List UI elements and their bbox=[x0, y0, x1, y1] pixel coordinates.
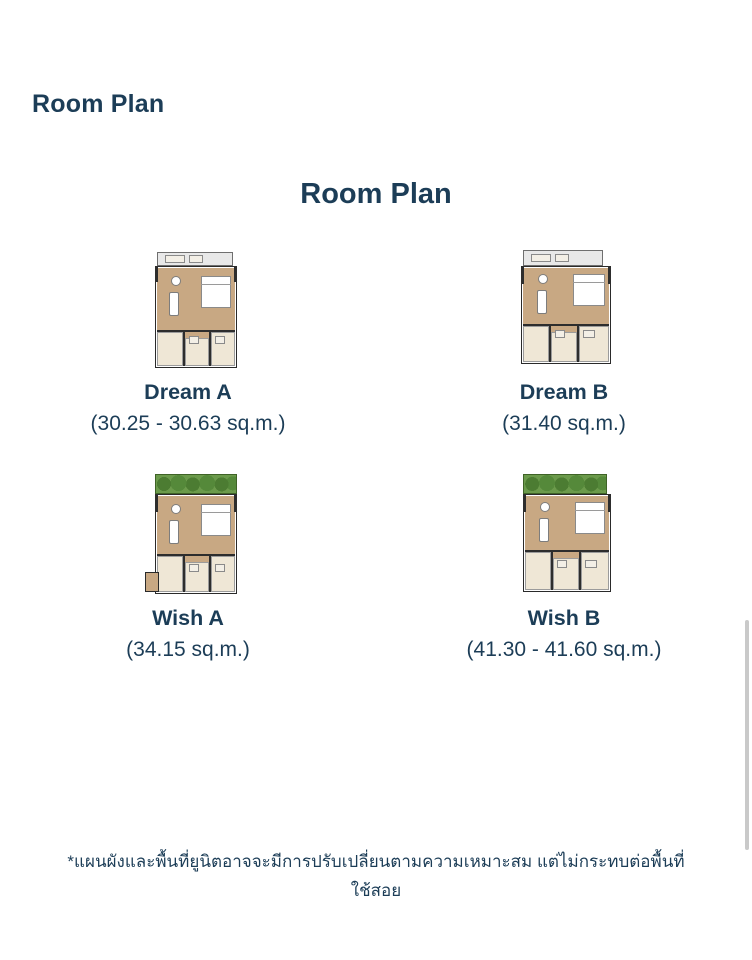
floorplan-area: (31.40 sq.m.) bbox=[502, 412, 626, 436]
floorplan-caption-wish-b bbox=[467, 604, 662, 664]
room-plan-heading: Room Plan bbox=[300, 178, 452, 210]
floorplan-area: (34.15 sq.m.) bbox=[126, 638, 250, 662]
floorplan-area: (30.25 - 30.63 sq.m.) bbox=[90, 412, 286, 436]
floorplan-caption-dream-a bbox=[91, 378, 286, 438]
floorplan-image-dream-a bbox=[129, 240, 247, 368]
floorplan-card-wish-b[interactable] bbox=[376, 466, 752, 664]
floorplan-caption-wish-a bbox=[126, 604, 250, 664]
floorplan-area: (41.30 - 41.60 sq.m.) bbox=[466, 638, 662, 662]
floorplan-image-dream-b bbox=[501, 240, 627, 368]
disclaimer-note: *แผนผังและพื้นที่ยูนิตอาจจะมีการปรับเปลี่ยนตามความเหมาะสม แต่ไม่กระทบต่อพื้นที่ใช้สอย bbox=[67, 852, 685, 900]
floorplan-name: Wish B bbox=[527, 606, 601, 631]
floorplan-grid bbox=[0, 240, 752, 664]
floorplan-caption-dream-b bbox=[502, 378, 626, 438]
page-scrollbar[interactable] bbox=[745, 620, 749, 850]
floorplan-card-wish-a[interactable] bbox=[0, 466, 376, 664]
floorplan-card-dream-b[interactable] bbox=[376, 240, 752, 438]
page-title: Room Plan bbox=[32, 90, 165, 118]
floorplan-name: Dream A bbox=[144, 380, 232, 404]
floorplan-name: Dream B bbox=[519, 380, 609, 404]
floorplan-card-dream-a[interactable] bbox=[0, 240, 376, 438]
floorplan-name: Wish A bbox=[152, 606, 224, 631]
floorplan-image-wish-a bbox=[129, 466, 247, 594]
floorplan-image-wish-b bbox=[501, 466, 627, 594]
